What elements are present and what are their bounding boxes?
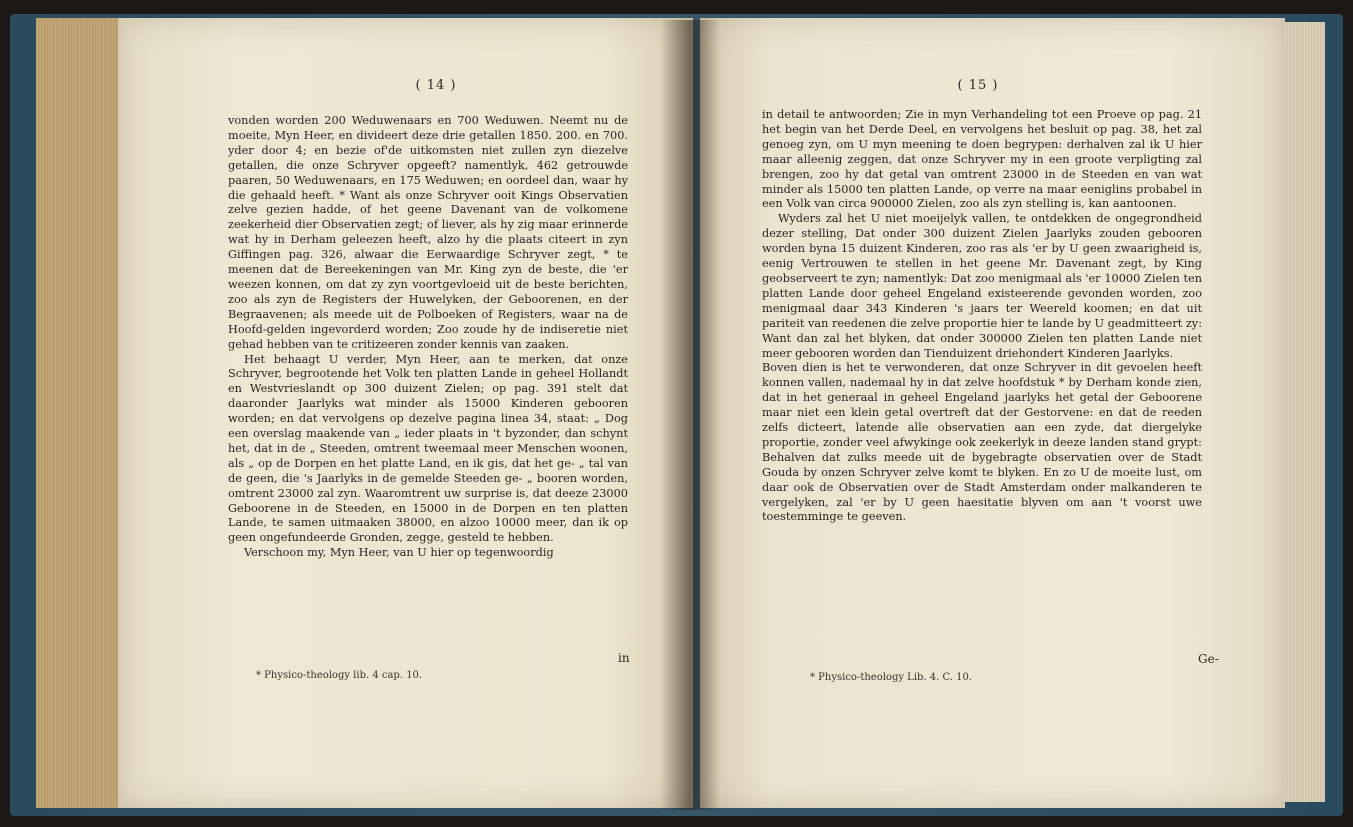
- paragraph: Wyders zal het U niet moeijelyk vallen, te ontdekken de ongegrondheid dezer stelling, Dat onder 300 duizent Zielen Jaarlyks zouden gebooren worden byna 15 duizent Kinderen, zoo ras als 'er by U geen zwaarigheid is, eenig Vertrouwen te stellen in het geene Mr. Davenant zegt, by King geobserveert te zyn; namentlyk: Dat zoo menigmaal als 'er 10000 Zielen ten platten Lande door geheel Engeland existeerende gevonden worden, zoo menigmaal daar 343 Kinderen 's jaars ter Weereld koomen; en dat uit pariteit van reedenen die zelve proportie hier te lande by U geadmitteert zy: Want dan zal het blyken, dat onder 300000 Zielen ten platten Lande niet meer gebooren worden dan Tienduizent driehondert Kinderen Jaarlyks.: [762, 212, 1202, 360]
- right-page: [700, 18, 1285, 808]
- page-text: [228, 114, 628, 561]
- footnote: * Physico-theology Lib. 4. C. 10.: [810, 672, 973, 683]
- catchword: Ge-: [1198, 652, 1219, 666]
- left-page: [118, 18, 693, 808]
- page-number: ( 15 ): [957, 78, 999, 93]
- page-edges-right: [1285, 22, 1325, 802]
- book-spine-shadow: [660, 20, 720, 810]
- paragraph: vonden worden 200 Weduwenaars en 700 Weduwen. Neemt nu de moeite, Myn Heer, en divideert deze drie getallen 1850. 200. en 700. yder door 4; en bezie of'de uitkomsten niet zullen zyn diezelve getallen, die onze Schryver opgeeft? namentlyk, 462 getrouwde paaren, 50 Weduwenaars, en 175 Weduwen; en oordeel dan, waar hy die gehaald heeft. * Want als onze Schryver ooit Kings Observatien zelve gezien hadde, of het geene Davenant van de volkomene zeekerheid dier Observatien zegt; of liever, als hy zig maar erinnerde wat hy in Derham geleezen heeft, alzo hy die plaats citeert in zyn Giffingen pag. 326, alwaar die Eerwaardige Schryver zegt, * te meenen dat de Bereekeningen van Mr. King zyn de beste, die 'er weezen konnen, om dat zy zyn voortgevloeid uit de beste berichten, zoo als zyn de Registers der Huwelyken, der Geboorenen, en der Begraavenen; als meede uit de Polboeken of Registers, waar na de Hoofd-gelden ingevorderd worden; Zoo zoude hy de indiseretie niet gehad hebben van te critizeeren zonder kennis van zaaken.: [228, 114, 628, 351]
- footnote: * Physico-theology lib. 4 cap. 10.: [256, 670, 423, 681]
- paragraph: Boven dien is het te verwonderen, dat onze Schryver in dit gevoelen heeft konnen vallen, nademaal hy in dat zelve hoofdstuk * by Derham konde zien, dat in het generaal in geheel Engeland jaarlyks het getal der Geboorene maar niet een klein getal overtreft dat der Gestorvene: en dat de reeden zelfs dicteert, latende alle observatien aan een zyde, dat diergelyke proportie, zonder veel afwykinge ook zeekerlyk in deeze landen stand grypt: Behalven dat zulks meede uit de bygebragte observatien over de Stadt Gouda by onzen Schryver zelve komt te blyken. En zo U de moeite lust, om daar ook de Observatien over de Stadt Amsterdam onder malkanderen te vergelyken, zal 'er by U geen haesitatie blyven om aan 't voorst uwe toestemminge te geeven.: [762, 361, 1202, 524]
- paragraph: Verschoon my, Myn Heer, van U hier op tegenwoordig: [244, 546, 554, 560]
- paragraph: in detail te antwoorden; Zie in myn Verhandeling tot een Proeve op pag. 21 het begin van het Derde Deel, en vervolgens het besluit op pag. 38, het zal genoeg zyn, om U myn meening te doen begrypen: derhalven zal ik U hier maar alleenig zeggen, dat onze Schryver my in een groote verpligting zal brengen, zoo hy dat getal van omtrent 23000 in de Steeden en van wat minder als 15000 ten platten Lande, op verre na maar eeniglins probabel in een Volk van circa 900000 Zielen, zoo als zyn stelling is, kan aantoonen.: [762, 108, 1202, 211]
- page-text: [762, 108, 1202, 525]
- page-number: ( 14 ): [415, 78, 457, 93]
- page-edges-left: [36, 18, 118, 808]
- catchword: in: [618, 651, 630, 665]
- paragraph: Het behaagt U verder, Myn Heer, aan te merken, dat onze Schryver, begrootende het Volk ten platten Lande in geheel Hollandt en Westvrieslandt op 300 duizent Zielen; op pag. 391 stelt dat daaronder Jaarlyks wat minder als 15000 Kinderen gebooren worden; en dat vervolgens op dezelve pagina linea 34, staat: „ Dog een overslag maakende van „ ieder plaats in 't byzonder, dan schynt het, dat in de „ Steeden, omtrent tweemaal meer Menschen woonen, als „ op de Dorpen en het platte Land, en ik gis, dat het ge- „ tal van de geen, die 's Jaarlyks in de gemelde Steeden ge- „ booren worden, omtrent 23000 zal zyn. Waaromtrent uw surprise is, dat deeze 23000 Geboorene in de Steeden, en 15000 in de Dorpen en ten platten Lande, te samen uitmaaken 38000, en alzoo 10000 meer, dan ik op geen ongefundeerde Gronden, zegge, gesteld te hebben.: [228, 352, 628, 545]
